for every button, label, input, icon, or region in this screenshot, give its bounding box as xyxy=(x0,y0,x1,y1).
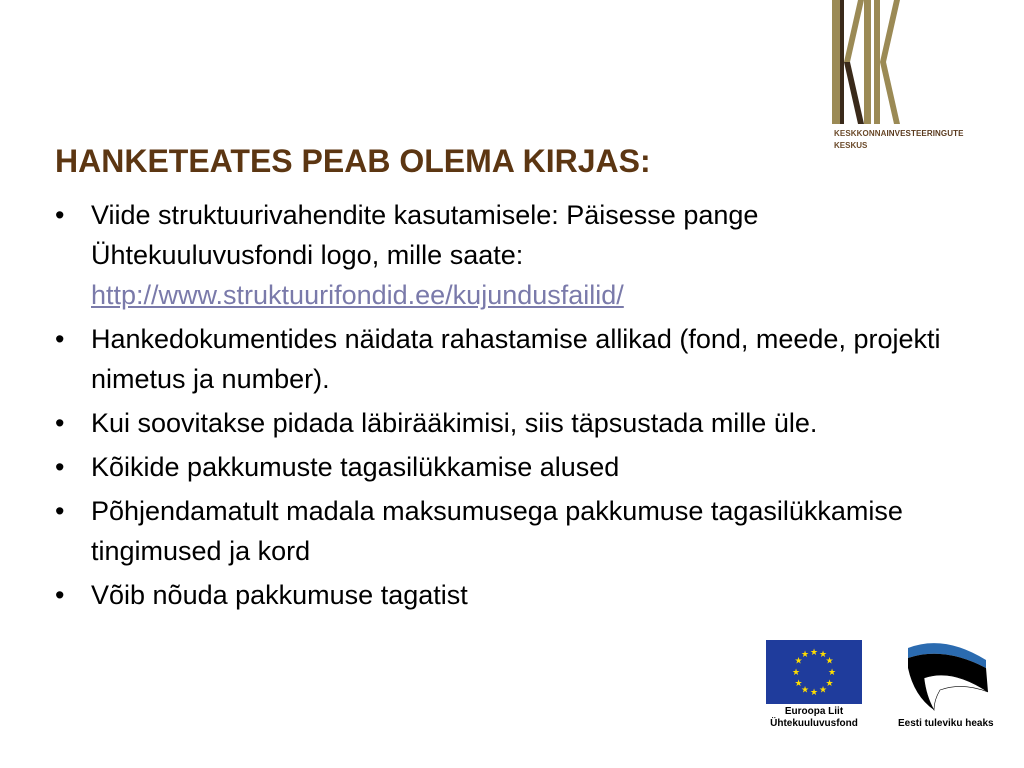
eu-caption-line2: Ühtekuuluvusfond xyxy=(770,718,858,729)
kik-logo xyxy=(828,0,978,160)
bullet-text: Kui soovitakse pidada läbirääkimisi, siis täpsustada mille üle. xyxy=(91,408,818,438)
estonia-logo-caption: Eesti tuleviku heaks xyxy=(898,718,994,729)
bullet-dot: • xyxy=(55,324,65,354)
bullet-item-5 xyxy=(55,491,955,571)
svg-text:★: ★ xyxy=(794,679,803,689)
eu-caption-line1: Euroopa Liit xyxy=(784,706,844,717)
svg-text:★: ★ xyxy=(809,688,819,698)
eesti-tuleviku-heaks-logo xyxy=(898,636,1010,736)
svg-text:★: ★ xyxy=(809,648,819,658)
bullet-text: Võib nõuda pakkumuse tagatist xyxy=(91,580,468,610)
svg-text:★: ★ xyxy=(800,685,810,696)
bullet-item-1 xyxy=(55,195,955,315)
kujundusfailid-link[interactable]: http://www.struktuurifondid.ee/kujundusfailid/ xyxy=(91,280,624,310)
kik-org-name-line2: KESKUS xyxy=(834,141,868,150)
bullet-text: Viide struktuurivahendite kasutamisele: Päisesse pange Ühtekuuluvusfondi logo, mille saate: xyxy=(91,200,759,270)
bullet-text: Kõikide pakkumuste tagasilükkamise alused xyxy=(91,452,620,482)
bullet-dot: • xyxy=(55,200,65,230)
kik-org-name-line1: KESKKONNAINVESTEERINGUTE xyxy=(834,129,964,138)
bullet-dot: • xyxy=(55,408,65,438)
bullet-text: Hankedokumentides näidata rahastamise allikad (fond, meede, projekti nimetus ja number). xyxy=(91,324,941,394)
bullet-dot: • xyxy=(55,452,65,482)
svg-text:★: ★ xyxy=(791,668,801,678)
eu-logo-caption xyxy=(758,706,870,730)
bullet-dot: • xyxy=(55,496,65,526)
eu-cohesion-fund-logo xyxy=(764,636,864,736)
bullet-dot: • xyxy=(55,580,65,610)
bullet-item-3 xyxy=(55,403,955,443)
svg-text:★: ★ xyxy=(794,656,803,667)
eu-flag-icon xyxy=(766,640,862,704)
estonia-flag-wave-icon xyxy=(904,638,996,716)
svg-text:★: ★ xyxy=(825,656,834,667)
svg-text:★: ★ xyxy=(818,685,828,696)
svg-text:★: ★ xyxy=(800,650,810,660)
bullet-text: Põhjendamatult madala maksumusega pakkumuse tagasilükkamise tingimused ja kord xyxy=(91,496,903,566)
svg-text:★: ★ xyxy=(825,679,834,689)
bullet-list xyxy=(55,195,955,619)
svg-text:★: ★ xyxy=(818,650,828,660)
svg-text:★: ★ xyxy=(827,668,837,678)
bullet-item-6 xyxy=(55,575,955,615)
bullet-item-4 xyxy=(55,447,955,487)
bullet-item-2 xyxy=(55,319,955,399)
slide-title: HANKETEATES PEAB OLEMA KIRJAS: xyxy=(55,143,651,179)
kik-letters-icon xyxy=(828,0,908,126)
